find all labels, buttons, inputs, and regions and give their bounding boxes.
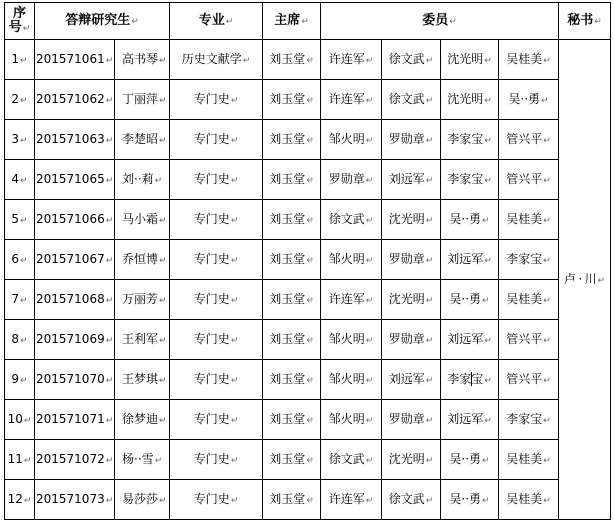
paragraph-mark-icon: ↵ [365,95,374,106]
row-number[interactable]: 12↵ [5,480,35,520]
paragraph-mark-icon: ↵ [105,495,114,506]
paragraph-mark-icon: ↵ [425,295,434,306]
member-cell[interactable]: 吴··勇↵ [441,480,499,520]
paragraph-mark-icon: ↵ [306,215,314,226]
chair-cell[interactable]: 刘玉堂↵ [263,360,321,400]
paragraph-mark-icon: ↵ [306,95,314,106]
paragraph-mark-icon: ↵ [543,495,551,506]
paragraph-mark-icon: ↵ [541,95,549,106]
row-number[interactable]: 6↵ [5,240,35,280]
member-cell[interactable]: 李家宝↵ [441,160,499,200]
paragraph-mark-icon: ↵ [484,335,492,346]
member-cell[interactable]: 徐文武↵ [321,440,382,480]
paragraph-mark-icon: ↵ [365,55,374,66]
table-row [5,240,611,280]
paragraph-mark-icon: ↵ [105,175,114,186]
row-number[interactable]: 11↵ [5,440,35,480]
paragraph-mark-icon: ↵ [154,175,163,186]
member-cell[interactable]: 吴··勇↵ [499,80,559,120]
paragraph-mark-icon: ↵ [365,335,374,346]
paragraph-mark-icon: ↵ [306,135,314,146]
member-cell[interactable]: 刘远军↵ [441,400,499,440]
defense-committee-table [4,2,611,520]
member-cell[interactable]: 徐文武↵ [382,480,441,520]
paragraph-mark-icon: ↵ [543,175,551,186]
paragraph-mark-icon: ↵ [365,215,374,226]
table-row [5,440,611,480]
member-cell[interactable]: 李家宝↵ [499,400,559,440]
paragraph-mark-icon: ↵ [159,215,167,226]
member-cell[interactable]: 罗勋章↵ [382,400,441,440]
member-cell[interactable]: 吴··勇↵ [441,280,499,320]
member-cell[interactable]: 邹火明↵ [321,120,382,160]
paragraph-mark-icon: ↵ [23,455,32,466]
table-row [5,160,611,200]
paragraph-mark-icon: ↵ [159,415,167,426]
student-name[interactable]: 丁丽萍↵ [115,80,170,120]
header-seq[interactable] [5,3,35,40]
secretary-name: 卢 · 川 [563,271,597,286]
paragraph-mark-icon: ↵ [306,295,314,306]
secretary-cell[interactable] [559,40,611,520]
paragraph-mark-icon: ↵ [105,255,114,266]
paragraph-mark-icon: ↵ [425,135,434,146]
paragraph-mark-icon: ↵ [20,175,28,186]
paragraph-mark-icon: ↵ [105,295,114,306]
member-cell[interactable]: 罗勋章↵ [321,160,382,200]
paragraph-mark-icon: ↵ [306,495,314,506]
student-id[interactable]: 201571072↵ [35,440,115,480]
paragraph-mark-icon: ↵ [425,175,434,186]
member-cell[interactable]: 许连军↵ [321,480,382,520]
paragraph-mark-icon: ↵ [230,135,239,146]
row-number[interactable]: 10↵ [5,400,35,440]
paragraph-mark-icon: ↵ [22,23,31,34]
paragraph-mark-icon: ↵ [230,455,239,466]
member-cell[interactable]: 沈光明↵ [382,200,441,240]
chair-cell[interactable]: 刘玉堂↵ [263,440,321,480]
student-id[interactable]: 201571067↵ [35,240,115,280]
chair-cell[interactable]: 刘玉堂↵ [263,400,321,440]
paragraph-mark-icon: ↵ [425,255,434,266]
paragraph-mark-icon: ↵ [484,415,492,426]
paragraph-mark-icon: ↵ [365,175,374,186]
paragraph-mark-icon: ↵ [425,95,434,106]
table-row [5,40,611,80]
paragraph-mark-icon: ↵ [425,375,434,386]
member-cell[interactable]: 李家宝↵ [499,240,559,280]
student-name[interactable]: 王梦琪↵ [115,360,170,400]
paragraph-mark-icon: ↵ [105,455,114,466]
table-row [5,80,611,120]
major-cell[interactable]: 专门史↵ [170,120,263,160]
paragraph-mark-icon: ↵ [159,495,167,506]
paragraph-mark-icon: ↵ [230,295,239,306]
paragraph-mark-icon: ↵ [105,215,114,226]
paragraph-mark-icon: ↵ [306,55,314,66]
paragraph-mark-icon: ↵ [225,16,234,27]
student-id[interactable]: 201571065↵ [35,160,115,200]
paragraph-mark-icon: ↵ [105,415,114,426]
paragraph-mark-icon: ↵ [543,295,551,306]
student-name[interactable]: 李楚昭↵ [115,120,170,160]
paragraph-mark-icon: ↵ [159,95,167,106]
paragraph-mark-icon: ↵ [484,135,492,146]
paragraph-mark-icon: ↵ [20,255,28,266]
student-id[interactable]: 201571062↵ [35,80,115,120]
row-number[interactable]: 5↵ [5,200,35,240]
paragraph-mark-icon: ↵ [543,375,551,386]
header-row [5,3,611,40]
member-cell[interactable]: 许连军↵ [321,280,382,320]
member-cell[interactable]: 邹火明↵ [321,360,382,400]
paragraph-mark-icon: ↵ [484,255,492,266]
paragraph-mark-icon: ↵ [425,215,434,226]
major-cell[interactable]: 专门史↵ [170,400,263,440]
table-row [5,360,611,400]
member-cell[interactable]: 管兴平↵ [499,360,559,400]
paragraph-mark-icon: ↵ [105,135,114,146]
paragraph-mark-icon: ↵ [230,495,239,506]
member-cell[interactable]: 吴桂美↵ [499,480,559,520]
member-cell[interactable]: 沈光明↵ [382,440,441,480]
paragraph-mark-icon: ↵ [159,335,167,346]
paragraph-mark-icon: ↵ [543,215,551,226]
member-cell[interactable]: 李家宝↵ [441,120,499,160]
header-chair[interactable]: 主席↵ [263,3,321,40]
member-cell[interactable]: 沈光明↵ [441,80,499,120]
paragraph-mark-icon: ↵ [131,16,139,27]
major-cell[interactable]: 专门史↵ [170,480,263,520]
paragraph-mark-icon: ↵ [543,335,551,346]
paragraph-mark-icon: ↵ [230,255,239,266]
paragraph-mark-icon: ↵ [482,295,490,306]
paragraph-mark-icon: ↵ [543,455,551,466]
major-cell[interactable]: 专门史↵ [170,360,263,400]
major-cell[interactable]: 专门史↵ [170,80,263,120]
member-cell[interactable]: 徐文武↵ [321,200,382,240]
paragraph-mark-icon: ↵ [230,335,239,346]
member-cell[interactable]: 邹火明↵ [321,400,382,440]
paragraph-mark-icon: ↵ [159,375,167,386]
paragraph-mark-icon: ↵ [594,16,602,27]
member-cell[interactable]: 管兴平↵ [499,320,559,360]
paragraph-mark-icon: ↵ [242,55,251,66]
paragraph-mark-icon: ↵ [543,255,551,266]
member-cell[interactable]: 吴桂美↵ [499,200,559,240]
major-cell[interactable]: 专门史↵ [170,320,263,360]
chair-cell[interactable]: 刘玉堂↵ [263,320,321,360]
table-row [5,120,611,160]
paragraph-mark-icon: ↵ [484,95,492,106]
paragraph-mark-icon: ↵ [159,255,167,266]
paragraph-mark-icon: ↵ [230,175,239,186]
paragraph-mark-icon: ↵ [301,16,309,27]
student-id[interactable]: 201571061↵ [35,40,115,80]
paragraph-mark-icon: ↵ [597,275,606,286]
paragraph-mark-icon: ↵ [105,95,114,106]
major-cell[interactable]: 专门史↵ [170,200,263,240]
paragraph-mark-icon: ↵ [23,415,32,426]
paragraph-mark-icon: ↵ [306,175,314,186]
major-cell[interactable]: 历史文献学↵ [170,40,263,80]
student-id[interactable]: 201571063↵ [35,120,115,160]
paragraph-mark-icon: ↵ [105,55,114,66]
student-name[interactable]: 高书琴↵ [115,40,170,80]
paragraph-mark-icon: ↵ [20,375,28,386]
paragraph-mark-icon: ↵ [306,455,314,466]
member-cell[interactable]: 许连军↵ [321,80,382,120]
paragraph-mark-icon: ↵ [482,495,490,506]
chair-cell[interactable]: 刘玉堂↵ [263,80,321,120]
member-cell[interactable]: 罗勋章↵ [382,320,441,360]
chair-cell[interactable]: 刘玉堂↵ [263,280,321,320]
paragraph-mark-icon: ↵ [484,175,492,186]
student-id[interactable]: 201571070↵ [35,360,115,400]
major-cell[interactable]: 专门史↵ [170,280,263,320]
student-id[interactable]: 201571066↵ [35,200,115,240]
member-cell[interactable]: 沈光明↵ [441,40,499,80]
major-cell[interactable]: 专门史↵ [170,440,263,480]
paragraph-mark-icon: ↵ [230,415,239,426]
paragraph-mark-icon: ↵ [20,55,28,66]
chair-cell[interactable]: 刘玉堂↵ [263,40,321,80]
paragraph-mark-icon: ↵ [306,415,314,426]
member-cell[interactable]: 许连军↵ [321,40,382,80]
row-number[interactable]: 3↵ [5,120,35,160]
student-name[interactable]: 徐梦迪↵ [115,400,170,440]
chair-cell[interactable]: 刘玉堂↵ [263,160,321,200]
row-number[interactable]: 7↵ [5,280,35,320]
paragraph-mark-icon: ↵ [20,95,28,106]
chair-cell[interactable]: 刘玉堂↵ [263,240,321,280]
paragraph-mark-icon: ↵ [230,215,239,226]
paragraph-mark-icon: ↵ [425,335,434,346]
paragraph-mark-icon: ↵ [23,495,32,506]
member-cell[interactable]: 沈光明↵ [382,280,441,320]
paragraph-mark-icon: ↵ [543,415,551,426]
header-student[interactable]: 答辩研究生↵ [35,3,170,40]
member-cell[interactable]: 罗勋章↵ [382,120,441,160]
paragraph-mark-icon: ↵ [543,55,551,66]
paragraph-mark-icon: ↵ [425,495,434,506]
paragraph-mark-icon: ↵ [306,335,314,346]
row-number[interactable]: 2↵ [5,80,35,120]
paragraph-mark-icon: ↵ [365,495,374,506]
row-number[interactable]: 1↵ [5,40,35,80]
member-cell[interactable]: 李家宝↵ [441,360,499,400]
member-cell[interactable]: 刘远军↵ [441,240,499,280]
paragraph-mark-icon: ↵ [365,135,374,146]
paragraph-mark-icon: ↵ [20,215,28,226]
student-id[interactable]: 201571071↵ [35,400,115,440]
row-number[interactable]: 8↵ [5,320,35,360]
member-cell[interactable]: 管兴平↵ [499,160,559,200]
paragraph-mark-icon: ↵ [154,455,163,466]
member-cell[interactable]: 吴桂美↵ [499,440,559,480]
member-cell[interactable]: 邹火明↵ [321,320,382,360]
row-number[interactable]: 4↵ [5,160,35,200]
student-id[interactable]: 201571068↵ [35,280,115,320]
paragraph-mark-icon: ↵ [306,255,314,266]
paragraph-mark-icon: ↵ [484,55,492,66]
student-name[interactable]: 易莎莎↵ [115,480,170,520]
paragraph-mark-icon: ↵ [449,16,457,27]
member-cell[interactable]: 徐文武↵ [382,80,441,120]
header-secretary[interactable]: 秘书↵ [559,3,611,40]
paragraph-mark-icon: ↵ [425,455,434,466]
student-name[interactable]: 刘··莉↵ [115,160,170,200]
paragraph-mark-icon: ↵ [365,375,374,386]
header-members[interactable]: 委员↵ [321,3,559,40]
paragraph-mark-icon: ↵ [20,295,28,306]
major-cell[interactable]: 专门史↵ [170,240,263,280]
header-seq-line2: 号 [8,19,22,35]
paragraph-mark-icon: ↵ [159,135,167,146]
student-id[interactable]: 201571069↵ [35,320,115,360]
paragraph-mark-icon: ↵ [482,215,490,226]
chair-cell[interactable]: 刘玉堂↵ [263,200,321,240]
paragraph-mark-icon: ↵ [484,375,492,386]
paragraph-mark-icon: ↵ [543,135,551,146]
table-row [5,280,611,320]
member-cell[interactable]: 刘远军↵ [382,360,441,400]
table-row [5,480,611,520]
header-major[interactable]: 专业↵ [170,3,263,40]
table-row [5,400,611,440]
chair-cell[interactable]: 刘玉堂↵ [263,480,321,520]
paragraph-mark-icon: ↵ [306,375,314,386]
paragraph-mark-icon: ↵ [159,295,167,306]
paragraph-mark-icon: ↵ [425,55,434,66]
member-cell[interactable]: 吴桂美↵ [499,40,559,80]
table-row [5,320,611,360]
member-cell[interactable]: 罗勋章↵ [382,240,441,280]
paragraph-mark-icon: ↵ [365,415,374,426]
major-cell[interactable]: 专门史↵ [170,160,263,200]
member-cell[interactable]: 吴··勇↵ [441,200,499,240]
member-cell[interactable]: 吴桂美↵ [499,280,559,320]
student-name[interactable]: 王利军↵ [115,320,170,360]
chair-cell[interactable]: 刘玉堂↵ [263,120,321,160]
paragraph-mark-icon: ↵ [365,255,374,266]
member-cell[interactable]: 管兴平↵ [499,120,559,160]
header-seq-line1: 序 [12,5,26,21]
paragraph-mark-icon: ↵ [105,335,114,346]
table-row [5,200,611,240]
student-name[interactable]: 杨··雪↵ [115,440,170,480]
member-cell[interactable]: 邹火明↵ [321,240,382,280]
paragraph-mark-icon: ↵ [365,295,374,306]
paragraph-mark-icon: ↵ [230,375,239,386]
student-name[interactable]: 马小霜↵ [115,200,170,240]
student-name[interactable]: 乔恒博↵ [115,240,170,280]
member-cell[interactable]: 吴··勇↵ [441,440,499,480]
member-cell[interactable]: 刘远军↵ [441,320,499,360]
paragraph-mark-icon: ↵ [482,455,490,466]
paragraph-mark-icon: ↵ [105,375,114,386]
student-id[interactable]: 201571073↵ [35,480,115,520]
paragraph-mark-icon: ↵ [159,55,167,66]
paragraph-mark-icon: ↵ [20,335,28,346]
member-cell[interactable]: 刘远军↵ [382,160,441,200]
paragraph-mark-icon: ↵ [230,95,239,106]
paragraph-mark-icon: ↵ [20,135,28,146]
paragraph-mark-icon: ↵ [425,415,434,426]
row-number[interactable]: 9↵ [5,360,35,400]
paragraph-mark-icon: ↵ [365,455,374,466]
member-cell[interactable]: 徐文武↵ [382,40,441,80]
student-name[interactable]: 万丽芳↵ [115,280,170,320]
